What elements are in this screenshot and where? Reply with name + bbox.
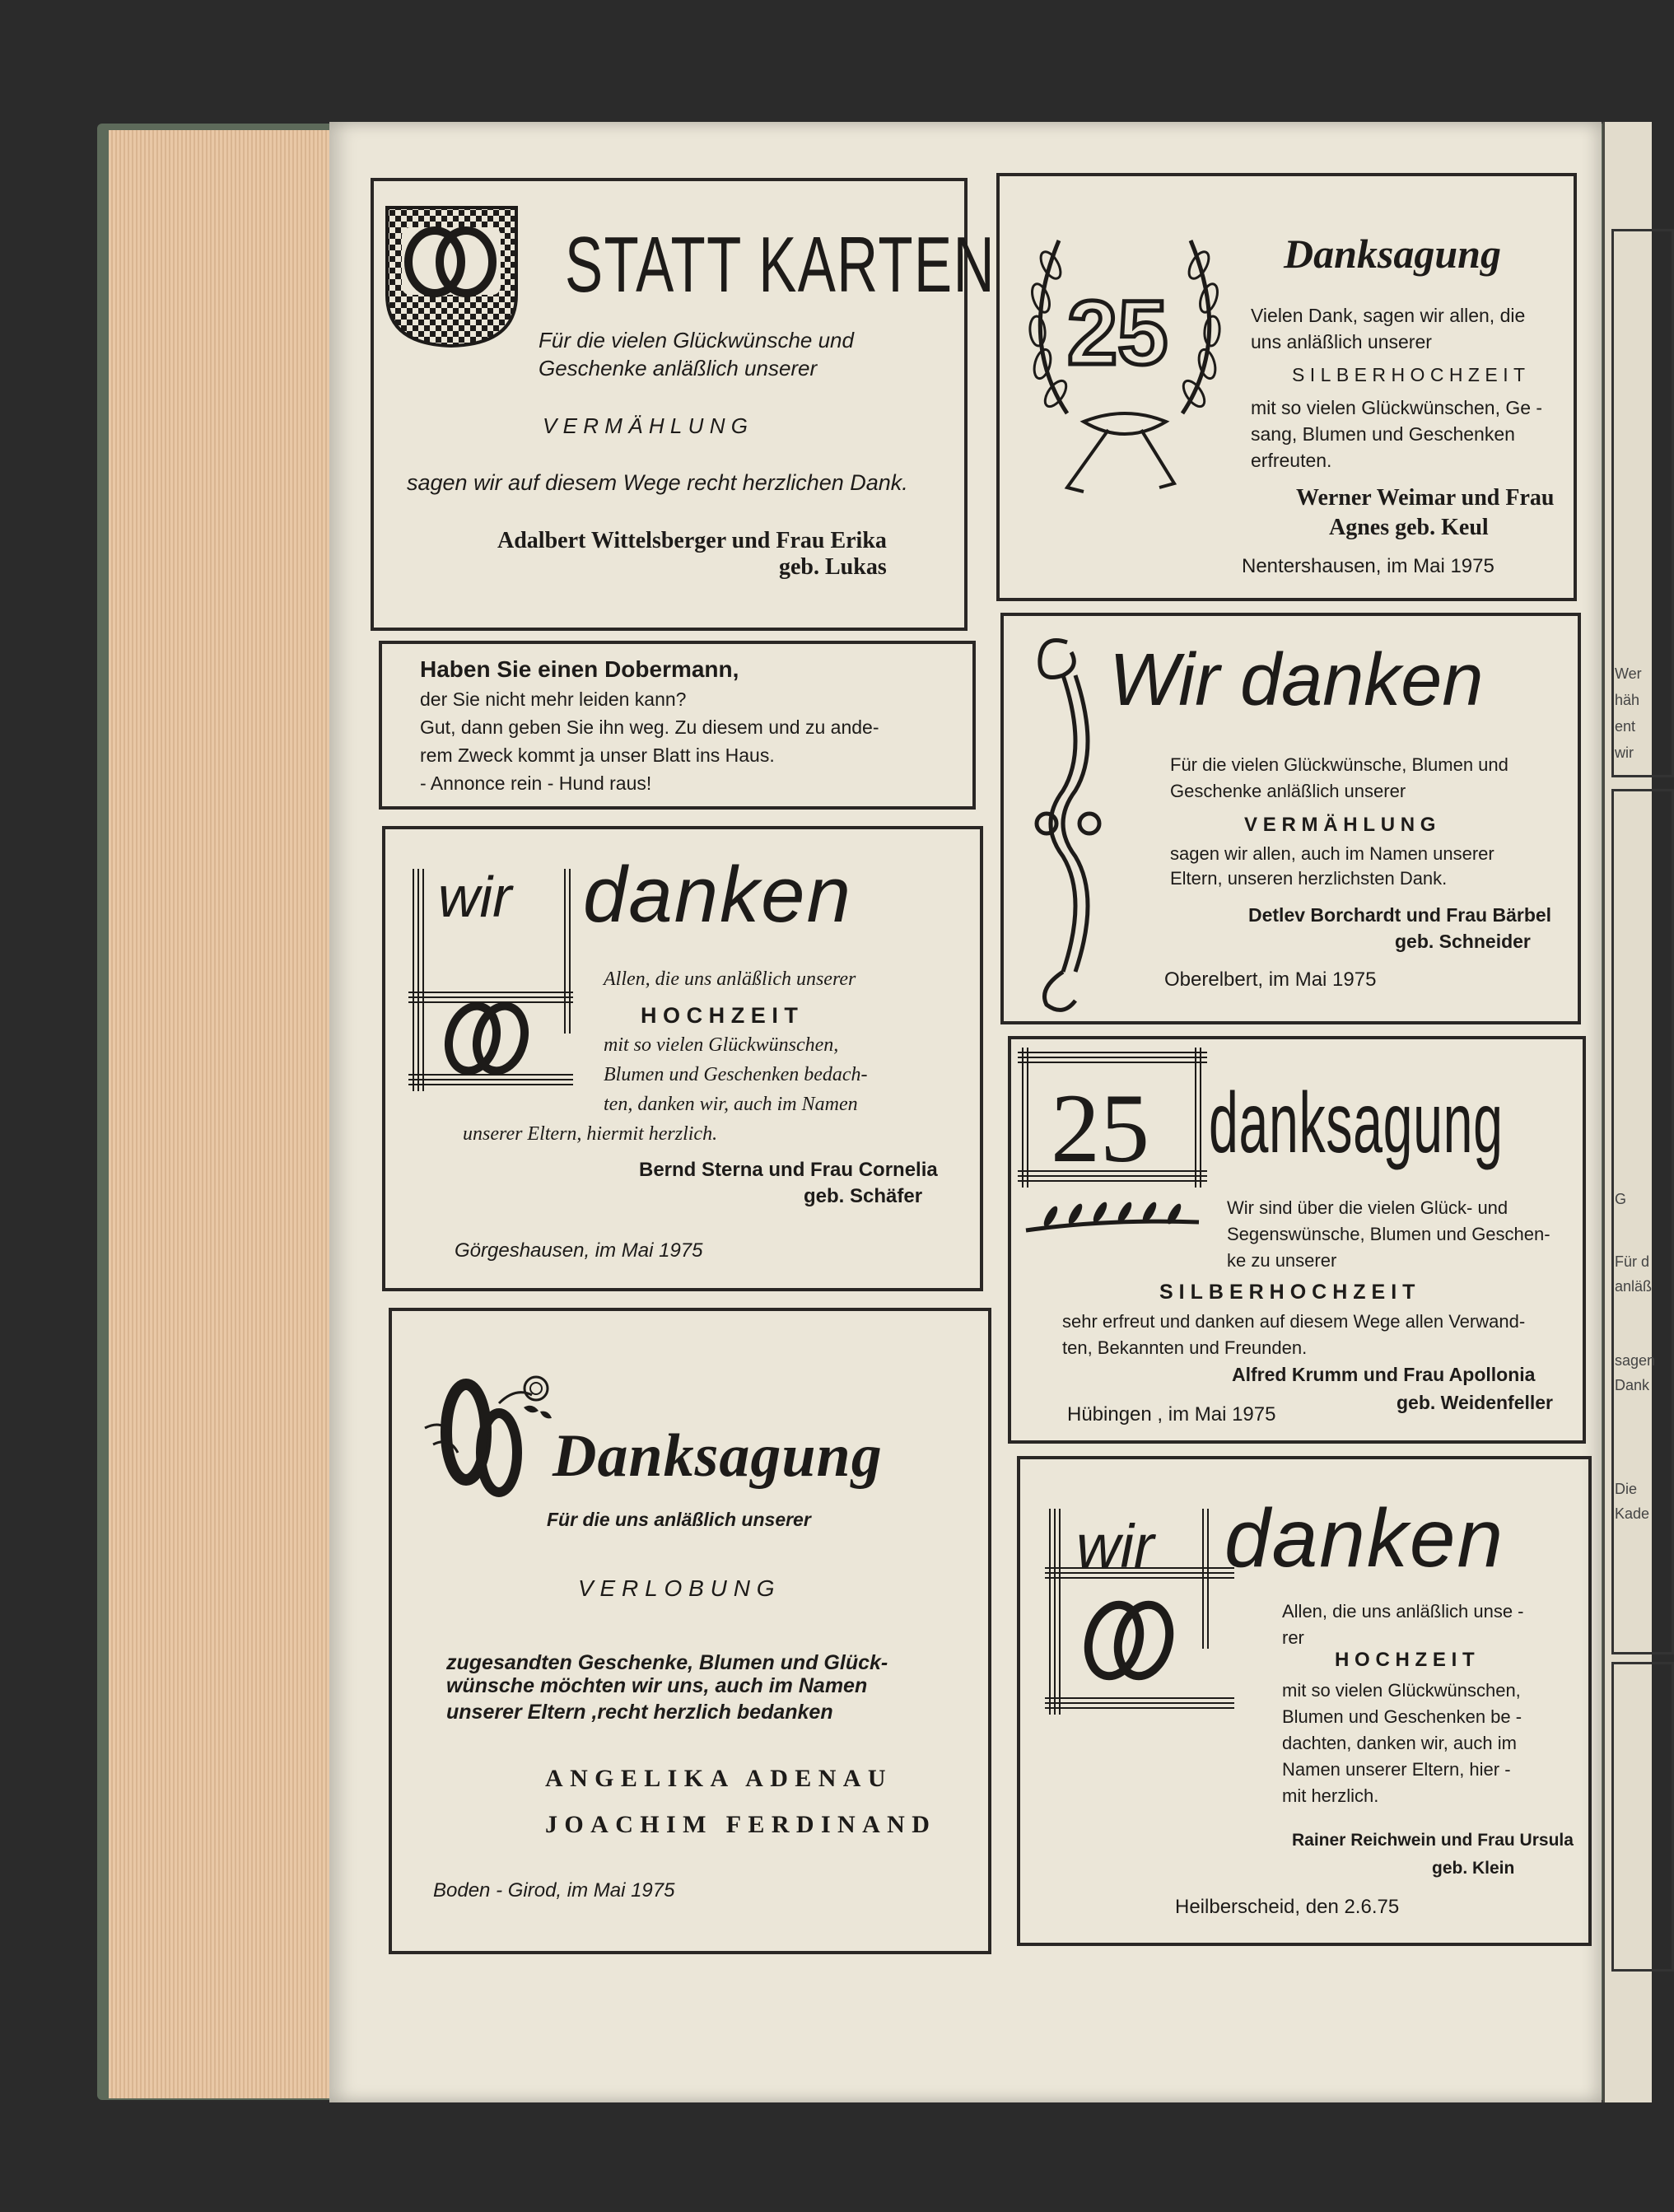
- ad4-occasion: VERLOBUNG: [578, 1575, 781, 1601]
- rings-logo-icon: [384, 204, 520, 348]
- next-page-fragment: anläß: [1615, 1278, 1653, 1295]
- ad2-line1: der Sie nicht mehr leiden kann?: [420, 688, 687, 710]
- ad7-line3: ke zu unserer: [1227, 1250, 1337, 1271]
- ad5-line2: uns anläßlich unserer: [1251, 331, 1432, 352]
- ad6-line3: sagen wir allen, auch im Namen unserer: [1170, 843, 1494, 864]
- ad4-name2: JOACHIM FERDINAND: [545, 1811, 937, 1838]
- ad2-line2: Gut, dann geben Sie ihn weg. Zu diesem und zu ande-: [420, 716, 879, 738]
- ad6-names2: geb. Schneider: [1395, 931, 1531, 952]
- ad8-line1: Allen, die uns anläßlich unse -: [1282, 1601, 1524, 1622]
- ad6-names1: Detlev Borchardt und Frau Bärbel: [1248, 904, 1552, 926]
- ad3-names1: Bernd Sterna und Frau Cornelia: [639, 1159, 938, 1181]
- ad-danksagung-silberhochzeit-huebingen: [1008, 1036, 1586, 1444]
- ad8-head-b: danken: [1224, 1492, 1505, 1584]
- ad7-occasion: SILBERHOCHZEIT: [1159, 1281, 1421, 1304]
- ad6-line4: Eltern, unseren herzlichsten Dank.: [1170, 868, 1448, 889]
- ad6-place: Oberelbert, im Mai 1975: [1164, 968, 1377, 991]
- adjacent-page: [1602, 122, 1656, 2102]
- ad1-line3: sagen wir auf diesem Wege recht herzlichen Dank.: [407, 470, 908, 495]
- ad-danksagung-verlobung: [389, 1308, 991, 1954]
- rose-rings-icon: [417, 1370, 557, 1502]
- next-page-box-2: [1611, 789, 1674, 1654]
- ad7-line1: Wir sind über die vielen Glück- und: [1227, 1197, 1508, 1218]
- ad6-headline: Wir danken: [1109, 639, 1484, 721]
- ad4-line2: zugesandten Geschenke, Blumen und Glück-: [446, 1651, 888, 1674]
- ad4-name1: ANGELIKA ADENAU: [545, 1765, 893, 1792]
- ad3-line5: unserer Eltern, hiermit herzlich.: [463, 1123, 718, 1145]
- ad5-line3: mit so vielen Glückwünschen, Ge -: [1251, 397, 1543, 418]
- ad3-line4: ten, danken wir, auch im Namen: [604, 1094, 858, 1115]
- ad3-line2: mit so vielen Glückwünschen,: [604, 1034, 839, 1056]
- ad1-line1: Für die vielen Glückwünsche und: [539, 328, 854, 352]
- ad6-occasion: VERMÄHLUNG: [1244, 814, 1442, 836]
- ad3-head-b: danken: [583, 851, 852, 939]
- ad1-names2: geb. Lukas: [779, 554, 887, 580]
- next-page-fragment: Für d: [1615, 1253, 1650, 1270]
- ad8-names1: Rainer Reichwein und Frau Ursula: [1292, 1831, 1574, 1850]
- ad8-line7: mit herzlich.: [1282, 1785, 1379, 1806]
- ad3-line3: Blumen und Geschenken bedach-: [604, 1064, 868, 1085]
- book-page: [329, 122, 1602, 2102]
- ad-wir-danken-goergeshausen: [382, 826, 983, 1291]
- next-page-fragment: häh: [1615, 692, 1640, 708]
- ad-statt-karten: [371, 178, 996, 631]
- next-page-fragment: sagen: [1615, 1352, 1656, 1369]
- ad5-names2: Agnes geb. Keul: [1329, 515, 1489, 540]
- ad8-line2: rer: [1282, 1627, 1304, 1648]
- ad3-head-a: wir: [438, 865, 512, 929]
- ad7-names2: geb. Weidenfeller: [1397, 1392, 1554, 1413]
- ad8-line6: Namen unserer Eltern, hier -: [1282, 1759, 1511, 1780]
- ad-danksagung-silberhochzeit-nentershausen: [996, 173, 1577, 601]
- ad8-line4: Blumen und Geschenken be -: [1282, 1706, 1522, 1727]
- ad3-occasion: HOCHZEIT: [641, 1003, 804, 1028]
- ad4-line1: Für die uns anläßlich unserer: [547, 1509, 811, 1530]
- ad5-headline: Danksagung: [1284, 231, 1501, 277]
- next-page-fragment: Kade: [1615, 1505, 1650, 1522]
- ad5-line5: erfreuten.: [1251, 450, 1332, 471]
- ad4-line3: wünsche möchten wir uns, auch im Namen: [446, 1674, 868, 1697]
- ad7-line2: Segenswünsche, Blumen und Geschen-: [1227, 1224, 1550, 1244]
- next-page-fragment: Wer: [1615, 665, 1642, 682]
- ornament-scroll-icon: [1030, 626, 1104, 1013]
- ad6-line2: Geschenke anläßlich unserer: [1170, 781, 1406, 801]
- ad3-line1: Allen, die uns anläßlich unserer: [604, 968, 856, 990]
- next-page-fragment: ent: [1615, 718, 1636, 735]
- ad2-headline: Haben Sie einen Dobermann,: [420, 656, 739, 682]
- page-edges: [109, 130, 347, 2098]
- svg-text:25: 25: [1051, 1073, 1149, 1183]
- ad5-names1: Werner Weimar und Frau: [1296, 485, 1555, 511]
- ad3-names2: geb. Schäfer: [804, 1185, 923, 1207]
- ad5-line1: Vielen Dank, sagen wir allen, die: [1251, 305, 1526, 326]
- grid-25-icon: [1018, 1048, 1215, 1245]
- ad4-place: Boden - Girod, im Mai 1975: [433, 1879, 675, 1902]
- ad1-line2: Geschenke anläßlich unserer: [539, 356, 818, 380]
- ad8-occasion: HOCHZEIT: [1335, 1649, 1480, 1671]
- ad7-place: Hübingen , im Mai 1975: [1067, 1403, 1276, 1426]
- ad2-line3: rem Zweck kommt ja unser Blatt ins Haus.: [420, 744, 775, 766]
- ad-wir-danken-heilberscheid: [1017, 1456, 1592, 1946]
- next-page-fragment: G: [1615, 1191, 1627, 1207]
- ad4-line4: unserer Eltern ,recht herzlich bedanken: [446, 1701, 833, 1724]
- ad7-names1: Alfred Krumm und Frau Apollonia: [1232, 1364, 1536, 1385]
- next-page-box-3: [1611, 1662, 1674, 1972]
- ad-dobermann: [379, 641, 976, 810]
- next-page-fragment: Die: [1615, 1481, 1638, 1497]
- ad-wir-danken-oberelbert: [1000, 613, 1581, 1024]
- ad1-names1: Adalbert Wittelsberger und Frau Erika: [497, 528, 887, 553]
- ad8-names2: geb. Klein: [1432, 1859, 1515, 1878]
- ad7-line5: ten, Bekannten und Freunden.: [1062, 1337, 1308, 1358]
- next-page-fragment: wir: [1615, 744, 1634, 761]
- ad1-occasion: VERMÄHLUNG: [543, 413, 754, 438]
- ad5-line4: sang, Blumen und Geschenken: [1251, 423, 1515, 445]
- ad8-line3: mit so vielen Glückwünschen,: [1282, 1680, 1521, 1701]
- ad4-headline: Danksagung: [553, 1422, 883, 1490]
- svg-text:25: 25: [1067, 282, 1168, 384]
- wreath-25-icon: [1018, 208, 1232, 504]
- ad3-place: Görgeshausen, im Mai 1975: [455, 1239, 703, 1262]
- ad5-occasion: SILBERHOCHZEIT: [1292, 364, 1531, 385]
- ad7-line4: sehr erfreut und danken auf diesem Wege allen Verwand-: [1062, 1311, 1526, 1332]
- ad2-line4: - Annonce rein - Hund raus!: [420, 772, 652, 794]
- ad7-headline: danksagung: [1209, 1076, 1504, 1171]
- ad8-place: Heilberscheid, den 2.6.75: [1175, 1896, 1400, 1918]
- ad6-line1: Für die vielen Glückwünsche, Blumen und: [1170, 754, 1508, 775]
- ad8-line5: dachten, danken wir, auch im: [1282, 1733, 1517, 1753]
- next-page-fragment: Dank: [1615, 1377, 1650, 1393]
- ad5-place: Nentershausen, im Mai 1975: [1242, 555, 1494, 577]
- ad1-headline: STATT KARTEN: [565, 221, 996, 309]
- ad8-head-a: wir: [1076, 1512, 1154, 1580]
